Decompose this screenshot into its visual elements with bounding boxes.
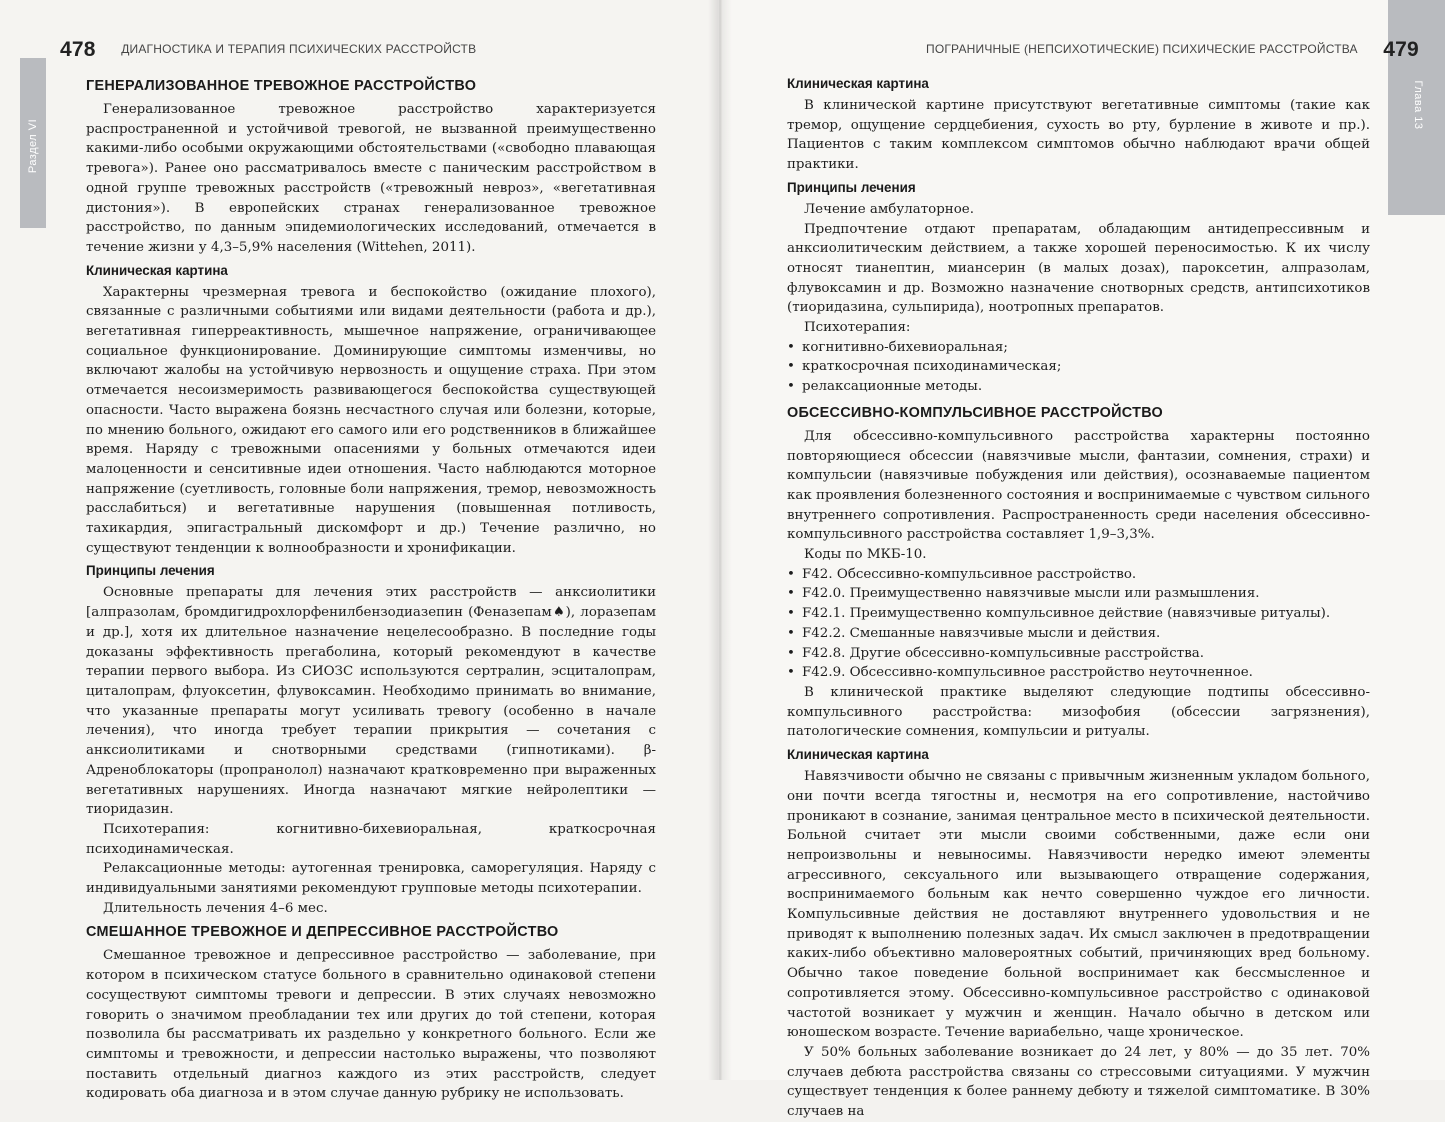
section-heading: ОБСЕССИВНО-КОМПУЛЬСИВНОЕ РАССТРОЙСТВО	[787, 404, 1164, 421]
paragraph: Длительность лечения 4–6 мес.	[103, 900, 328, 916]
left-running-header	[60, 38, 476, 62]
paragraph: Психотерапия:	[804, 320, 911, 336]
list-item: • F42.8. Другие обсессивно-компульсивные расстройства.	[802, 644, 1370, 664]
right-running-title: ПОГРАНИЧНЫЕ (НЕПСИХОТИЧЕСКИЕ) ПСИХИЧЕСКИЕ РАССТРОЙСТВА	[926, 42, 1358, 56]
subsection-heading: Клиническая картина	[86, 262, 228, 278]
paragraph: Генерализованное тревожное расстройство характеризуется распространенной и устойчивой тревогой, не вызванной преимущественно какими-либо особыми окружающими обстоятельствами («свободно плавающая тревога»). Ранее оно рассматривалось вместе с паническим расстройством в одной группе тревожных расстройств («тревожный невроз», «вегетативная дистония»). В европейских странах генерализованное тревожное расстройство, по данным эпидемиологических исследований, отмечается в течение жизни у 4,3–5,9% населения (Wittehen, 2011).	[86, 102, 656, 255]
list-item: • краткосрочная психодинамическая;	[802, 357, 1370, 377]
paragraph: Предпочтение отдают препаратам, обладающим антидепрессивным и анксиолитическим действием, а также хорошей переносимостью. К их числу относят тианептин, миансерин (в малых дозах), пароксетин, алпразолам, флувоксамин и др. Возможно назначение снотворных средств, антипсихотиков (тиоридазина, сульпирида), ноотропных препаратов.	[787, 221, 1370, 316]
section-heading: СМЕШАННОЕ ТРЕВОЖНОЕ И ДЕПРЕССИВНОЕ РАССТРОЙСТВО	[86, 924, 559, 941]
psychotherapy-list	[787, 338, 1370, 397]
paragraph: Коды по МКБ-10.	[804, 547, 927, 563]
subsection-heading: Принципы лечения	[787, 179, 916, 195]
left-page-number: 478	[60, 38, 96, 61]
subsection-heading: Клиническая картина	[787, 747, 929, 763]
section-side-tab	[20, 58, 46, 228]
right-column	[787, 71, 1370, 1122]
list-item: • F42.0. Преимущественно навязчивые мысли или размышления.	[802, 584, 1370, 604]
list-item: • F42.2. Смешанные навязчивые мысли и действия.	[802, 624, 1370, 644]
subsection-heading: Клиническая картина	[787, 76, 929, 91]
paragraph: Для обсессивно-компульсивного расстройства характерны постоянно повторяющиеся обсессии (навязчивые мысли, фантазии, сомнения, страхи) и компульсии (навязчивые побуждения или действия), осознаваемые пациентом как проявления болезненного состояния и воспринимаемые с чувством сильного внутреннего сопротивления. Распространенность среди населения обсессивно-компульсивного расстройства составляет 1,9–3,3%.	[787, 428, 1370, 543]
list-item: • F42. Обсессивно-компульсивное расстройство.	[802, 565, 1370, 585]
left-column	[86, 76, 656, 1104]
right-page-number: 479	[1383, 38, 1419, 61]
paragraph: Навязчивости обычно не связаны с привычным жизненным укладом больного, они почти всегда тягостны и, несмотря на его сопротивление, настойчиво проникают в сознание, занимая центральное место в психической деятельности. Больной считает эти мысли своими собственными, даже если они непроизвольны и невыносимы. Навязчивости нередко имеют элементы агрессивного, сексуального или вызывающего отвращение содержания, воспринимаемого больным как нечто совершенно чуждое его личности. Компульсивные действия не доставляют внутреннего удовольствия и не приводят к выполнению полезных задач. Их смысл заключен в предотвращении каких-либо объективно маловероятных событий, причиняющих вред больному. Обычно такое поведение больной воспринимает как бессмысленное и сопротивляется этому. Обсессивно-компульсивное расстройство с одинаковой частотой возникает у мужчин и женщин. Начало обычно в детском или юношеском возрасте. Течение вариабельно, чаще хроническое.	[787, 769, 1370, 1041]
list-item: • релаксационные методы.	[802, 377, 1370, 397]
list-item: • F42.9. Обсессивно-компульсивное расстройство неуточненное.	[802, 663, 1370, 683]
paragraph: Основные препараты для лечения этих расстройств — анксиолитики [алпразолам, бромдигидрохлорфенилбензодиазепин (Феназепам♠), лоразепам и др.], хотя их длительное назначение нецелесообразно. В последние годы доказаны эффективность прегаболина, который рекомендуют в качестве терапии первого выбора. Из СИОЗС используются сертралин, эсциталопрам, циталопрам, флуоксетин, флувоксамин. Необходимо принимать во внимание, что указанные препараты могут усиливать тревогу (особенно в начале лечения), что иногда требует терапии прикрытия — сочетания с анксиолитиками и снотворными средствами (гипнотиками). β-Адреноблокаторы (пропранолол) назначают кратковременно при выраженных вегетативных нарушениях. Иногда назначают мягкие нейролептики — тиоридазин.	[86, 585, 656, 818]
paragraph: Релаксационные методы: аутогенная тренировка, саморегуляция. Наряду с индивидуальными занятиями рекомендуют групповые методы психотерапии.	[86, 861, 656, 897]
paragraph: В клинической практике выделяют следующие подтипы обсессивно-компульсивного расстройства: мизофобия (обсессии загрязнения), патологические сомнения, компульсии и ритуалы.	[787, 684, 1370, 740]
icd-code-list	[787, 565, 1370, 683]
paragraph: В клинической картине присутствуют вегетативные симптомы (такие как тремор, ощущение сердцебиения, сухость во рту, бурление в животе и пр.). Пациентов с таким комплексом симптомов обычно наблюдают врачи общей практики.	[787, 98, 1370, 173]
paragraph: Характерны чрезмерная тревога и беспокойство (ожидание плохого), связанные с различными событиями или видами деятельности (работа и др.), вегетативная гиперреактивность, мышечное напряжение, ограничивающее социальное функционирование. Доминирующие симптомы изменчивы, но включают жалобы на устойчивую нервозность и ощущение страха. При этом отмечается несоизмеримость развивающегося беспокойства существующей опасности. Часто выражена боязнь несчастного случая или болезни, которые, по мнению больного, ожидают его самого или его родственников в ближайшее время. Наряду с тревожными опасениями у больных отмечаются идеи малоценности и сенситивные идеи отношения. Часто наблюдаются моторное напряжение (суетливость, головные боли напряжения, тремор, невозможность расслабиться) и вегетативные нарушения (повышенная потливость, тахикардия, эпигастральный дискомфорт и др.) Течение различно, но существуют тенденции к волнообразности и хронификации.	[86, 284, 656, 556]
book-gutter	[708, 0, 732, 1080]
list-item: • F42.1. Преимущественно компульсивное действие (навязчивые ритуалы).	[802, 604, 1370, 624]
paragraph: Лечение амбулаторное.	[804, 201, 974, 217]
paragraph: У 50% больных заболевание возникает до 24 лет, у 80% — до 35 лет. 70% случаев дебюта расстройства связаны со стрессовыми ситуациями. У мужчин существует тенденция к более раннему дебюту и тяжелой симптоматике. В 30% случаев на	[787, 1044, 1370, 1120]
left-running-title: ДИАГНОСТИКА И ТЕРАПИЯ ПСИХИЧЕСКИХ РАССТРОЙСТВ	[121, 42, 477, 56]
paragraph: Смешанное тревожное и депрессивное расстройство — заболевание, при котором в психическом статусе больного в сравнительно одинаковой степени сосуществуют симптомы тревоги и депрессии. В этих случаях невозможно говорить о значимом преобладании тех или других до той степени, которая позволила бы рассматривать их раздельно у конкретного больного. Если же симптомы и тревожности, и депрессии настолько выражены, что позволяют поставить отдельный диагноз каждого из этих расстройств, следует кодировать оба диагноза и в этом случае данную рубрику не использовать.	[86, 948, 656, 1102]
list-item: • когнитивно-бихевиоральная;	[802, 338, 1370, 358]
right-running-header	[926, 38, 1419, 62]
chapter-side-tab-label: Глава 13	[1412, 80, 1424, 130]
section-heading: ГЕНЕРАЛИЗОВАННОЕ ТРЕВОЖНОЕ РАССТРОЙСТВО	[86, 78, 477, 94]
subsection-heading: Принципы лечения	[86, 563, 215, 579]
section-side-tab-label: Раздел VI	[27, 118, 39, 174]
paragraph: Психотерапия: когнитивно-бихевиоральная, краткосрочная психодинамическая.	[86, 821, 656, 857]
chapter-side-tab	[1388, 0, 1445, 215]
